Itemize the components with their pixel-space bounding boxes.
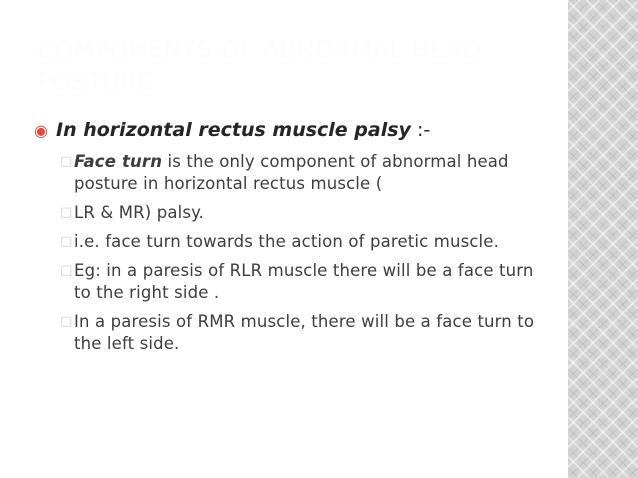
- point-body: is the only component of abnormal head posture in horizontal rectus muscle (: [74, 152, 509, 193]
- heading-emphasis: In horizontal rectus muscle palsy: [56, 119, 411, 141]
- point-text: [74, 231, 554, 253]
- sub-point-list: [34, 151, 554, 355]
- circle-bullet-icon: ◉: [34, 121, 48, 140]
- point-body: LR & MR) palsy.: [74, 203, 205, 222]
- square-bullet-icon: □: [60, 314, 73, 329]
- heading-text: [56, 116, 430, 144]
- list-item: [60, 231, 554, 253]
- point-text: [74, 260, 554, 304]
- slide-title: COMPONENTS OF ABNORMAL HEAD POSTURE.: [37, 36, 482, 96]
- square-bullet-icon: □: [60, 234, 73, 249]
- point-text: [74, 311, 554, 355]
- heading-bullet-item: [34, 116, 554, 145]
- square-bullet-icon: □: [60, 263, 73, 278]
- decorative-side-strip: [568, 0, 638, 478]
- point-body: i.e. face turn towards the action of paretic muscle.: [74, 232, 499, 251]
- point-body: Eg: in a paresis of RLR muscle there will be a face turn to the right side .: [74, 261, 534, 302]
- list-item: [60, 151, 554, 195]
- list-item: [60, 311, 554, 355]
- point-text: [74, 151, 554, 195]
- slide-content: [34, 116, 554, 362]
- heading-tail: :-: [416, 119, 431, 141]
- square-bullet-icon: □: [60, 154, 73, 169]
- square-bullet-icon: □: [60, 205, 73, 220]
- point-text: [74, 202, 554, 224]
- point-emphasis: Face turn: [74, 152, 163, 171]
- list-item: [60, 260, 554, 304]
- list-item: [60, 202, 554, 224]
- point-body: In a paresis of RMR muscle, there will be a face turn to the left side.: [74, 312, 535, 353]
